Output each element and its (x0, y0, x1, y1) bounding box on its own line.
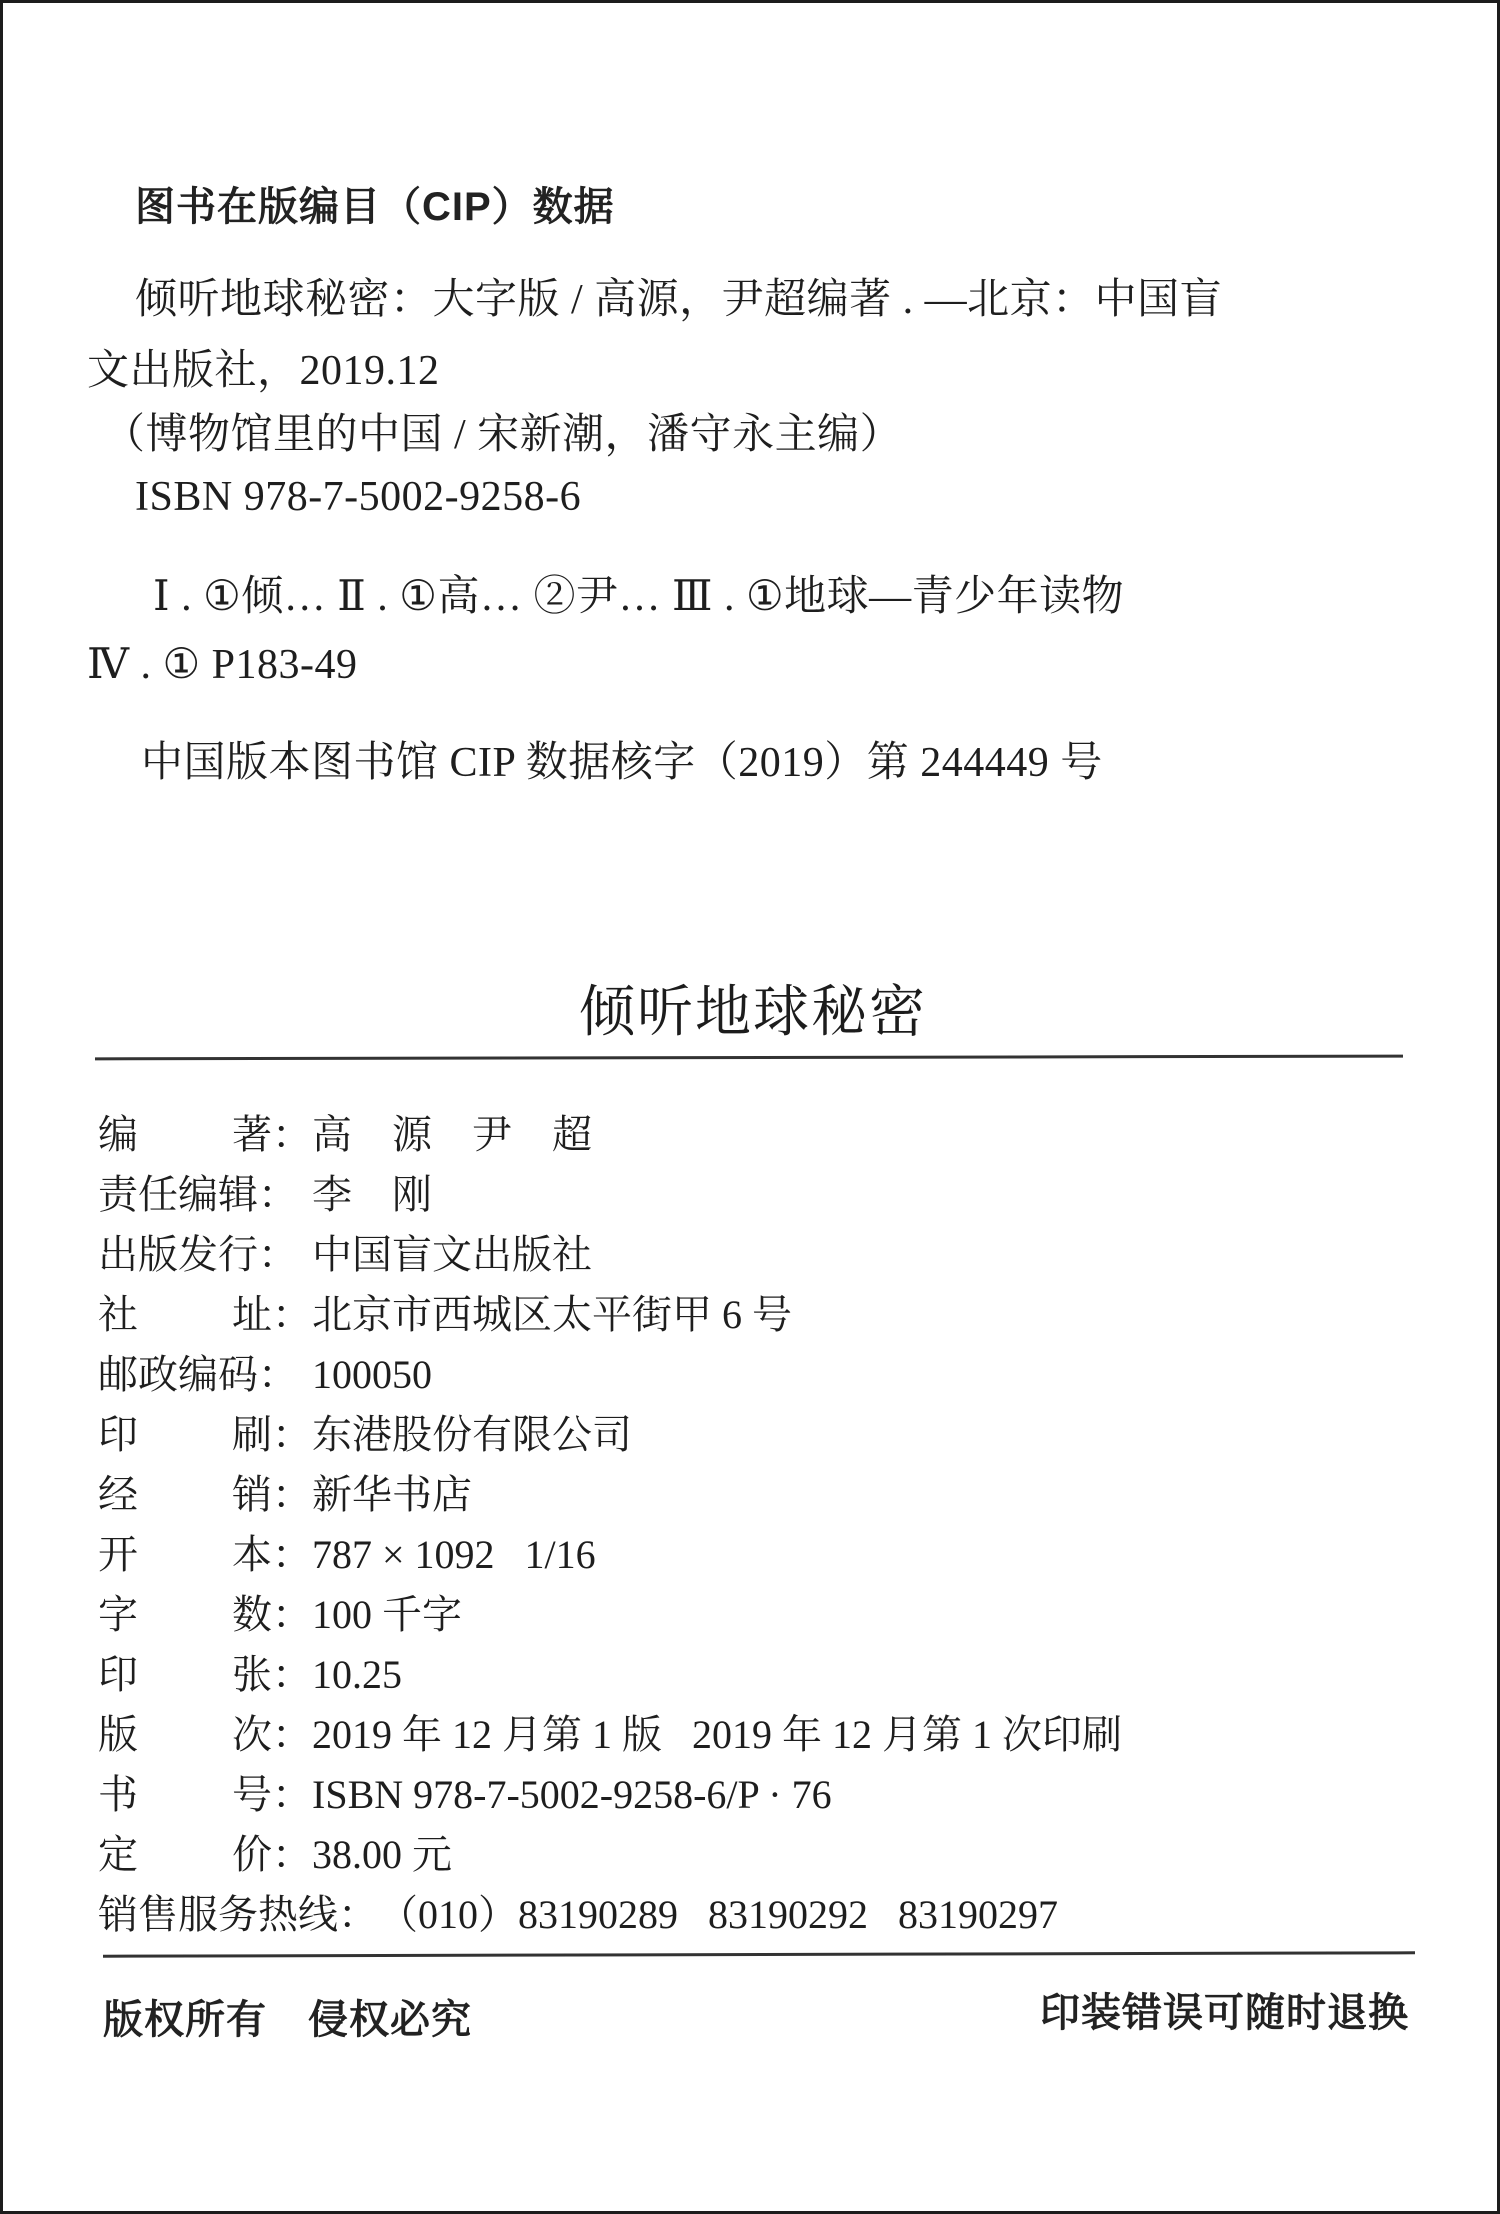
row-label: 社 址： (98, 1292, 312, 1337)
row-value: 100050 (312, 1352, 432, 1397)
return-policy-notice: 印装错误可随时退换 (1040, 1991, 1409, 2035)
cip-isbn: ISBN 978-7-5002-9258-6 (135, 474, 582, 520)
colophon-row-address (98, 1283, 1122, 1343)
colophon-row-edition (98, 1703, 1122, 1763)
colophon-row-author (98, 1103, 1122, 1163)
row-label: 印 张： (98, 1652, 312, 1697)
divider-bottom (103, 1951, 1415, 1957)
row-label: 邮政编码 ： (98, 1352, 298, 1397)
colophon-row-word-count (98, 1583, 1122, 1643)
divider-top (95, 1055, 1403, 1061)
row-value: 38.00 元 (312, 1832, 452, 1877)
cip-series-line: （博物馆里的中国 / 宋新潮，潘守永主编） (103, 412, 903, 458)
colophon-row-printer (98, 1403, 1122, 1463)
row-label: 版 次： (98, 1712, 312, 1757)
cip-classification-line-2: Ⅳ . ① P183-49 (87, 642, 358, 688)
row-label: 印 刷： (98, 1412, 312, 1457)
row-label: 编 著： (98, 1112, 312, 1157)
colophon-row-book-number (98, 1763, 1122, 1823)
colophon-row-publisher (98, 1223, 1122, 1283)
colophon-row-format (98, 1523, 1122, 1583)
cip-heading: 图书在版编目（CIP）数据 (135, 185, 615, 229)
cip-entry-line-2: 文出版社，2019.12 (87, 348, 440, 394)
row-label: 定 价： (98, 1832, 312, 1877)
colophon-row-sales-hotline (98, 1883, 1122, 1943)
colophon-row-postcode (98, 1343, 1122, 1403)
colophon-table (98, 1103, 1122, 1943)
row-label: 经 销： (98, 1472, 312, 1517)
row-label: 字 数： (98, 1592, 312, 1637)
row-label: 开 本： (98, 1532, 312, 1577)
cip-core-data-number: 中国版本图书馆 CIP 数据核字（2019）第 244449 号 (141, 740, 1103, 786)
row-value: 新华书店 (312, 1472, 472, 1517)
row-label: 书 号： (98, 1772, 312, 1817)
row-value: 100 千字 (312, 1592, 462, 1637)
row-value: 北京市西城区太平街甲 6 号 (312, 1292, 792, 1337)
cip-entry-line-1: 倾听地球秘密：大字版 / 高源，尹超编著 . —北京：中国盲 (135, 277, 1223, 323)
book-title: 倾听地球秘密 (579, 980, 927, 1043)
row-value: （010）83190289 83190292 83190297 (378, 1892, 1058, 1937)
row-value: 高 源 尹 超 (312, 1112, 592, 1157)
row-value: 李 刚 (312, 1172, 432, 1217)
row-value: 787 × 1092 1/16 (312, 1532, 596, 1577)
row-value: 东港股份有限公司 (312, 1412, 632, 1457)
colophon-row-editor (98, 1163, 1122, 1223)
row-label: 销售服务热线： (98, 1892, 378, 1937)
row-value: 中国盲文出版社 (312, 1232, 592, 1277)
cip-classification-line-1: Ⅰ . ①倾… Ⅱ . ①高… ②尹… Ⅲ . ①地球—青少年读物 (153, 574, 1125, 620)
row-value: 2019 年 12 月第 1 版 2019 年 12 月第 1 次印刷 (312, 1712, 1122, 1757)
row-label: 责任编辑 ： (98, 1172, 298, 1217)
colophon-row-price (98, 1823, 1122, 1883)
colophon-row-distributor (98, 1463, 1122, 1523)
copyright-notice: 版权所有 侵权必究 (103, 1998, 472, 2042)
colophon-row-printed-sheets (98, 1643, 1122, 1703)
row-value: ISBN 978-7-5002-9258-6/P · 76 (312, 1772, 832, 1817)
row-label: 出版发行 ： (98, 1232, 298, 1277)
row-value: 10.25 (312, 1652, 402, 1697)
